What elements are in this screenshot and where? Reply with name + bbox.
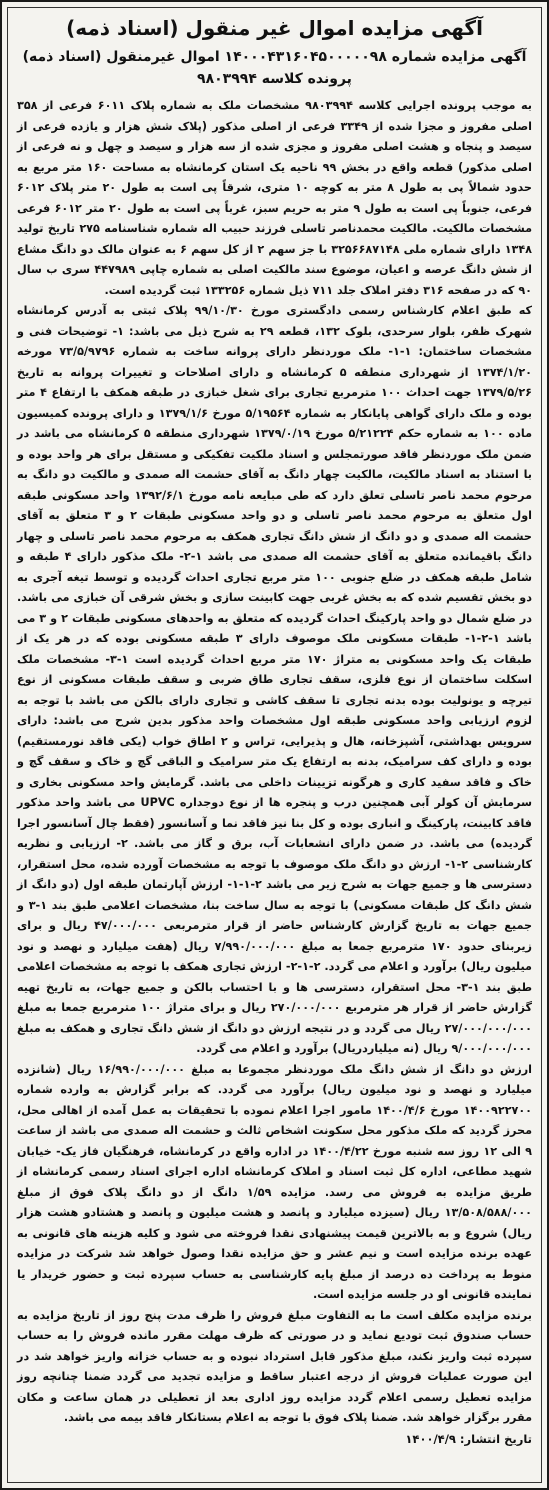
paragraph-winner-obligations: برنده مزایده مکلف است ما به التفاوت مبلغ فروش را ظرف مدت پنج روز از تاریخ مزایده به حساب صندوق ثبت تودیع نماید و در صورتی که ظرف مهلت مقرر مانده فروش را به حساب سپرده ثبت واریز نکند، مبلغ مذکور قابل استرداد نبوده و به حساب خزانه واریز خواهد شد در این صورت عملیات فروش از درجه اعتبار ساقط و مزایده تجدید می گردد ضمنا چنانچه روز مزایده تعطیل رسمی اعلام گردد مزایده روز اداری بعد از تعطیلی در همان ساعت و مکان مقرر برگزار خواهد شد. ضمنا پلاک فوق با توجه به اعلام بستانکار فاقد بیمه می باشد. bbox=[17, 1308, 532, 1424]
paragraph-property-description: به موجب پرونده اجرایی کلاسه ۹۸۰۳۹۹۴ مشخصات ملک به شماره پلاک ۶۰۱۱ فرعی از ۳۵۸ اصلی مفروز و مجزا شده از ۳۳۴۹ فرعی از اصلی مذکور (پلاک شش هزار و یازده فرعی از سیصد و پنجاه و هشت اصلی مفروز و مجزی شده از سه هزار و سیصد و چهل و نه فرعی از اصلی مذکور) قطعه واقع در بخش ۹۹ ناحیه یک استان کرمانشاه به مساحت ۱۶۰ متر مربع به حدود شمالاً پی به طول ۸ متر به کوچه ۱۰ متری، شرقاً پی است به طول ۲۰ متر پلاک ۶۰۱۲ فرعی، جنوباً پی است به طول ۹ متر به حریم سبز، غرباً پی است به طول ۲۰ متر ۶۰۱۲ فرعی مشخصات مالکیت. مالکیت محمدناصر تاسلی فرزند حبیب اله شماره شناسنامه ۲۷۵ تاریخ تولید ۱۳۴۸ دارای شماره ملی ۳۲۵۶۶۸۷۱۴۸ با جز سهم ۲ از کل سهم ۶ به عنوان مالک دو دانگ مشاع از شش دانگ عرصه و اعیان، موضوع سند مالکیت اصلی به شماره چاپی ۴۴۷۹۸۹ سری ب سال ۹۰ که در صفحه ۳۱۶ دفتر املاک جلد ۷۱۱ ذیل شماره ۱۳۳۲۵۶ ثبت گردیده است. bbox=[17, 99, 533, 297]
case-number: پرونده کلاسه ۹۸۰۳۹۹۴ bbox=[197, 71, 352, 87]
notice-frame bbox=[7, 7, 542, 1483]
notice-title: آگهی مزایده اموال غیر منقول (اسناد ذمه) bbox=[66, 16, 483, 40]
paragraph-expert-report: که طبق اعلام کارشناس رسمی دادگستری مورخ ۹۹/۱۰/۳۰ پلاک ثبتی به آدرس کرمانشاه شهرک ظفر، بلوار سرحدی، بلوک ۱۳۲، قطعه ۲۹ به شرح ذیل می باشد: ۱- توضیحات فنی و مشخصات ساختمان: ۱-۱- ملک موردنظر دارای پروانه ساخت به شماره ۷۳/۵/۹۷۹۶ مورخه ۱۳۷۴/۱/۲۰ از شهرداری منطقه ۵ کرمانشاه و دارای اصلاحات و تغییرات پروانه به تاریخ ۱۳۷۹/۵/۲۶ جهت احداث ۱۰۰ مترمربع تجاری برای شغل خبازی در طبقه همکف با ارتفاع ۴ متر بوده و ملک دارای گواهی پایانکار به شماره ۵/۱۹۵۶۴ مورخ ۱۳۷۹/۱/۶ و دارای پرونده کمیسیون ماده ۱۰۰ به شماره حکم ۵/۲۱۲۲۴ مورخ ۱۳۷۹/۰/۱۹ شهرداری منطقه ۵ کرمانشاه می باشد در ضمن ملک موردنظر فاقد صورتمجلس و اسناد ملکیت تفکیکی و مستقل برای هر واحد بوده و با استناد به اسناد مالکیت، مالکیت چهار دانگ به آقای حشمت اله صمدی و مالکیت دو دانگ به مرحوم محمد ناصر تاسلی تعلق دارد که طی مبایعه نامه مورخ ۱۳۹۲/۶/۱ واحد مسکونی طبقه اول متعلق به مرحوم محمد ناصر تاسلی و دو واحد مسکونی طبقات ۲ و ۳ متعلق به آقای حشمت اله صمدی و دو دانگ از شش دانگ تجاری همکف به مرحوم محمد ناصر تاسلی و چهار دانگ باقیمانده متعلق به آقای حشمت اله صمدی می باشد ۱-۲- ملک مذکور دارای ۴ طبقه و شامل طبقه همکف در ضلع جنوبی ۱۰۰ متر مربع تجاری احداث گردیده و توسط تیغه آجری به دو بخش تقسیم شده که به بخش غربی جهت کابینت سازی و بخش شرقی آن خبازی می باشد. در ضلع شمال دو واحد پارکینگ احداث گردیده که متعلق به واحدهای مسکونی طبقات ۲ و ۳ می باشد ۱-۲-۱- طبقات مسکونی ملک موصوف دارای ۳ طبقه مسکونی بوده که در هر یک از طبقات یک واحد مسکونی به متراژ ۱۷۰ متر مربع احداث گردیده است ۱-۳- مشخصات ملک اسکلت ساختمان از نوع فلزی، سقف تجاری طاق ضربی و سقف طبقات مسکونی از نوع تیرچه و یونولیت بوده بدنه تجاری تا سقف کاشی و تجاری دارای بالکن می باشد با توجه به لزوم ارزیابی واحد مسکونی طبقه اول مشخصات واحد مذکور بدین شرح می باشد: دارای سرویس بهداشتی، آشپزخانه، هال و پذیرایی، تراس و ۲ اطاق خواب (یکی فاقد نورمستقیم) بوده و دارای کف سرامیک، بدنه به ارتفاع یک متر سرامیک و الباقی گچ و خاک و سقف گچ و خاک و فاقد سفید کاری و هرگونه تزیینات داخلی می باشد. گرمایش واحد مسکونی بخاری و سرمایش آن کولر آبی همچنین درب و پنجره ها از نوع دوجداره UPVC می باشد واحد مذکور فاقد کابینت، پارکینگ و انباری بوده و کل بنا نیز فاقد نما و آسانسور (فقط چال آسانسور اجرا گردیده) می باشد. در ضمن دارای انشعابات آب، برق و گاز می باشد. ۲- ارزیابی و نظریه کارشناسی ۲-۱- ارزش دو دانگ ملک موصوف با توجه به مشخصات آورده شده، محل استقرار، دسترسی ها و جمیع جهات به شرح زیر می باشد ۲-۱-۱- ارزش آپارتمان طبقه اول (دو دانگ از شش دانگ کل طبقات مسکونی) با توجه به سال ساخت بنا، مشخصات اعلامی طبق بند ۱-۳ و جمیع جهات به تاریخ گزارش کارشناس حاضر از قرار مترمربعی ۴۷/۰۰۰/۰۰۰ ریال و برای زیربنای حدود ۱۷۰ مترمربع جمعا به مبلغ ۷/۹۹۰/۰۰۰/۰۰۰ ریال (هفت میلیارد و نهصد و نود میلیون ریال) برآورد و اعلام می گردد. ۲-۱-۲- ارزش تجاری همکف با توجه به مشخصات اعلامی طبق بند ۱-۳- محل استقرار، دسترسی ها و با احتساب بالکن و جمیع جهات، به تاریخ تهیه گزارش حاضر از قرار هر مترمربع ۲۷۰/۰۰۰/۰۰۰ ریال و برای متراژ ۱۰۰ مترمربع جمعا به مبلغ ۲۷/۰۰۰/۰۰۰/۰۰۰ ریال می گردد و در نتیجه ارزش دو دانگ از شش دانگ تجاری و همکف به مبلغ ۹/۰۰۰/۰۰۰/۰۰۰ ریال (نه میلیاردریال) برآورد و اعلام می گردد. bbox=[17, 304, 533, 1055]
publish-date: تاریخ انتشار: ۱۴۰۰/۴/۹ bbox=[405, 1431, 532, 1446]
paragraph-auction-details: ارزش دو دانگ از شش دانگ ملک موردنظر مجموعا به مبلغ ۱۶/۹۹۰/۰۰۰/۰۰۰ ریال (شانزده میلیارد و نهصد و نود میلیون ریال) برآورد می گردد. که برابر گزارش به وارده شماره ۱۴۰۰۹۲۲۷۰۰ مورخ ۱۴۰۰/۴/۶ مامور اجرا اعلام نموده با تحقیقات به عمل آمده از اهالی محل، محرز گردید که ملک مذکور محل سکونت اشخاص ثالث و حشمت اله صمدی می باشد از ساعت ۹ الی ۱۲ روز سه شنبه مورخ ۱۴۰۰/۴/۲۲ در اداره واقع در کرمانشاه، فرهنگیان فاز یک- خیابان شهید مطاعی، اداره کل ثبت اسناد و املاک کرمانشاه اداره اجرای اسناد رسمی کرمانشاه از طریق مزایده به فروش می رسد. مزایده ۱/۵۹ دانگ از دو دانگ پلاک فوق از مبلغ ۱۳/۵۰۸/۵۸۸/۰۰۰ ریال (سیزده میلیارد و پانصد و هشت میلیون و پانصد و هشتادو هشت هزار ریال) شروع و به بالاترین قیمت پیشنهادی نقدا فروخته می شود و کلیه هزینه های قانونی به عهده برنده مزایده است و نیم عشر و حق مزایده نقدا وصول خواهد شد شرکت در مزایده منوط به پرداخت ده درصد از مبلغ پایه کارشناسی به حساب سپرده ثبت و حضور خریدار یا نماینده قانونی او در جلسه مزایده است. bbox=[17, 1062, 533, 1301]
notice-body bbox=[17, 96, 532, 1429]
notice-subtitle: آگهی مزایده شماره ۱۴۰۰۰۴۳۱۶۰۴۵۰۰۰۰۰۹۸ اموال غیرمنقول (اسناد ذمه) bbox=[22, 49, 527, 65]
